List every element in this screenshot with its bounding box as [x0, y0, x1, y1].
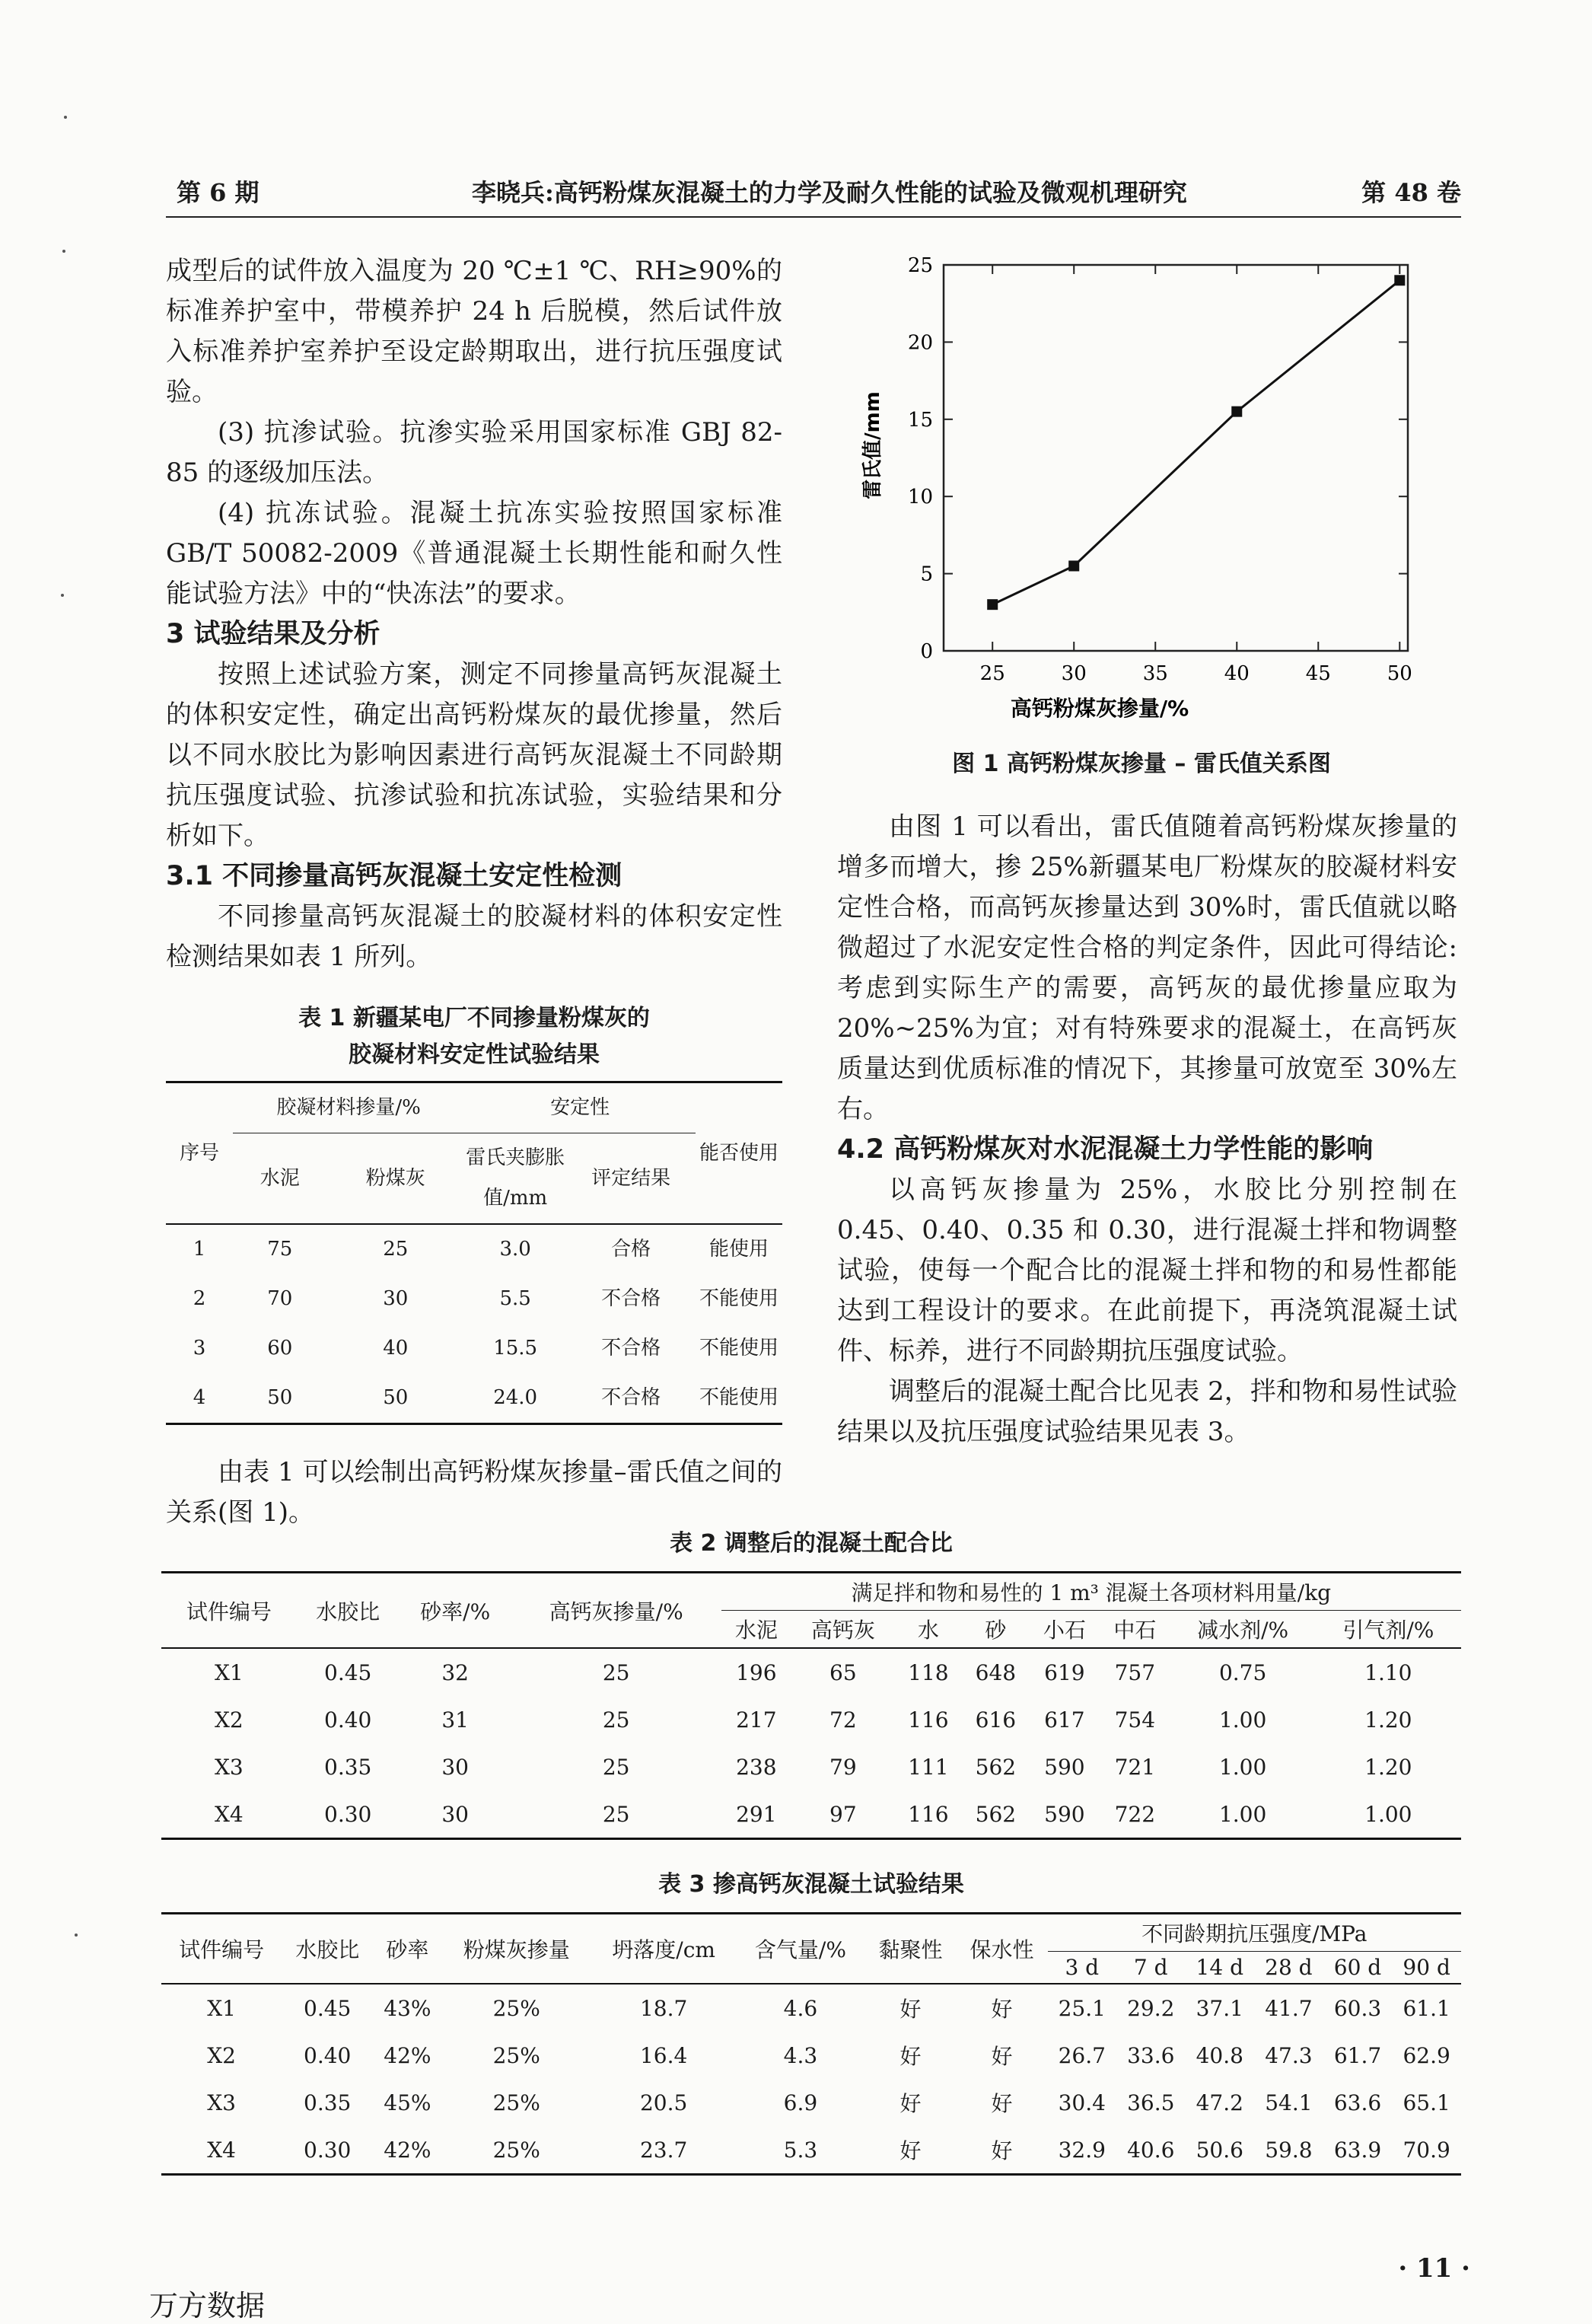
- table-cell: 18.7: [591, 1984, 736, 2032]
- y-axis-label: 雷氏值/mm: [861, 391, 884, 499]
- table-cell: 619: [1030, 1648, 1100, 1696]
- table-cell: 26.7: [1058, 2042, 1106, 2068]
- table-cell: 116: [908, 1707, 949, 1733]
- table-cell: 25.1: [1048, 1984, 1116, 2032]
- table-cell: 好: [899, 2044, 922, 2069]
- issue-number: 第 6 期: [177, 178, 259, 207]
- table-cell: 648: [962, 1648, 1030, 1696]
- table-cell: 1.00: [1218, 1754, 1267, 1780]
- table-cell: 好: [865, 1984, 957, 2032]
- y-tick-label: 10: [907, 486, 933, 509]
- table-cell: 0.45: [282, 1984, 373, 2032]
- table3-header: 含气量/%: [736, 1914, 864, 1984]
- table-cell: 25%: [442, 2126, 591, 2175]
- paragraph: 不同掺量高钙灰混凝土的胶凝材料的体积安定性检测结果如表 1 所列。: [166, 901, 782, 972]
- table-cell: 29.2: [1116, 1984, 1185, 2032]
- table3-header: 试件编号: [161, 1914, 282, 1984]
- table3-header: 粉煤灰掺量: [442, 1914, 591, 1984]
- table-cell: X4: [161, 2126, 282, 2175]
- plot-frame: [944, 265, 1408, 651]
- figure1-chart: [837, 251, 1446, 769]
- table-cell: 754: [1114, 1707, 1156, 1733]
- table-cell: 1: [166, 1224, 233, 1274]
- table1: [166, 1081, 782, 1425]
- table-cell: 0.45: [297, 1648, 400, 1696]
- table-cell: 0.35: [304, 2090, 352, 2115]
- table-cell: 61.1: [1392, 1984, 1461, 2032]
- table-cell: 好: [957, 2126, 1048, 2175]
- y-tick-label: 20: [907, 331, 933, 355]
- volume-number: 第 48 卷: [1361, 178, 1461, 207]
- table-cell: 1.20: [1364, 1707, 1412, 1733]
- table1-header: 评定结果: [591, 1166, 671, 1190]
- data-point-marker: [1231, 406, 1242, 417]
- table-cell: 不合格: [601, 1287, 661, 1310]
- table-cell: 16.4: [639, 2042, 688, 2068]
- table-cell: 1.00: [1316, 1790, 1461, 1839]
- table-row: [166, 1324, 782, 1373]
- table-cell: 25%: [492, 2090, 540, 2115]
- table-cell: 70.9: [1392, 2126, 1461, 2175]
- table-cell: 42%: [373, 2126, 441, 2175]
- table3-header: 3 d: [1065, 1955, 1100, 1980]
- table-cell: 590: [1044, 1754, 1085, 1780]
- table-cell: 50: [233, 1373, 326, 1424]
- y-tick-label: 15: [907, 408, 933, 432]
- table-cell: 4.3: [783, 2042, 818, 2068]
- table-cell: 217: [736, 1707, 777, 1733]
- table3: [161, 1912, 1461, 2176]
- paragraph: 按照上述试验方案，测定不同掺量高钙灰混凝土的体积安定性，确定出高钙粉煤灰的最优掺量，然后以不同水胶比为影响因素进行高钙灰混凝土不同龄期抗压强度试验、抗渗试验和抗冻试验，实验结果和分析如下。: [166, 659, 782, 851]
- table2-header: 引气剂/%: [1342, 1618, 1434, 1643]
- table2-header: 砂: [985, 1618, 1007, 1643]
- table-cell: 1.00: [1170, 1790, 1316, 1839]
- table-cell: 63.6: [1333, 2090, 1382, 2115]
- table-cell: 40.6: [1116, 2126, 1185, 2175]
- table-cell: 30.4: [1058, 2090, 1106, 2115]
- page-number: · 11 ·: [1398, 2253, 1470, 2284]
- table-cell: 好: [957, 1984, 1048, 2032]
- table-cell: 118: [895, 1648, 963, 1696]
- table2-header: 试件编号: [161, 1573, 297, 1649]
- section-heading: 3 试验结果及分析: [166, 619, 380, 649]
- table-cell: 不能使用: [699, 1337, 778, 1360]
- table-cell: 291: [721, 1790, 791, 1839]
- table-cell: 722: [1100, 1790, 1170, 1839]
- table-cell: 50: [326, 1373, 464, 1424]
- article-title: 李晓兵:高钙粉煤灰混凝土的力学及耐久性能的试验及微观机理研究: [472, 178, 1187, 207]
- table-cell: 42%: [384, 2042, 431, 2068]
- table-cell: 75: [233, 1224, 326, 1274]
- table-cell: 0.30: [297, 1790, 400, 1839]
- table-cell: 47.3: [1265, 2042, 1313, 2068]
- y-tick-label: 25: [907, 254, 933, 277]
- table-cell: 196: [721, 1648, 791, 1696]
- table-cell: 59.8: [1254, 2126, 1323, 2175]
- table-row: [166, 1274, 782, 1324]
- table-cell: 1.20: [1364, 1754, 1412, 1780]
- figure1-caption: 图 1 高钙粉煤灰掺量 – 雷氏值关系图: [952, 751, 1331, 777]
- paragraph: 由图 1 可以看出，雷氏值随着高钙粉煤灰掺量的增多而增大，掺 25%新疆某电厂粉煤灰的胶凝材料安定性合格，而高钙灰掺量达到 30%时，雷氏值就以略微超过了水泥安定性合格的判定条件，因此可得结论:考虑到实际生产的需要，高钙灰的最优掺量应取为 20%~25%为宜；对有特殊要求的混凝土，在高钙灰质量达到优质标准的情况下，其掺量可放宽至 30%左右。: [837, 811, 1457, 1124]
- table-cell: 5.5: [499, 1287, 531, 1310]
- data-point-marker: [1068, 560, 1079, 571]
- table-cell: 好: [865, 2126, 957, 2175]
- table3-header: 砂率: [373, 1914, 441, 1984]
- x-axis-label: 高钙粉煤灰掺量/%: [1010, 696, 1189, 721]
- table-cell: 43%: [373, 1984, 441, 2032]
- right-column: [837, 807, 1457, 1452]
- table-cell: 238: [736, 1754, 777, 1780]
- table-cell: 37.1: [1185, 1984, 1254, 2032]
- data-point-marker: [987, 599, 998, 610]
- table-cell: 30: [383, 1287, 409, 1310]
- scan-speck: [64, 116, 67, 119]
- table-row: [161, 1790, 1461, 1839]
- table-cell: 40: [383, 1337, 409, 1360]
- table2-header: 满足拌和物和易性的 1 m³ 混凝土各项材料用量/kg: [721, 1573, 1461, 1611]
- table-cell: 30: [400, 1790, 511, 1839]
- x-tick-label: 25: [979, 662, 1005, 685]
- table1-header: 水泥: [259, 1166, 300, 1190]
- table-row: [166, 1224, 782, 1274]
- table-cell: 6.9: [783, 2090, 818, 2115]
- scan-speck: [75, 1933, 78, 1937]
- table-cell: 62.9: [1403, 2042, 1450, 2068]
- table-row: [166, 1373, 782, 1424]
- table3-header: 90 d: [1403, 1955, 1450, 1980]
- table-cell: 24.0: [464, 1373, 566, 1424]
- table-cell: 不合格: [566, 1373, 696, 1424]
- table1-header: 粉煤灰: [365, 1166, 425, 1190]
- table-cell: 0.75: [1170, 1648, 1316, 1696]
- table-cell: 好: [899, 2091, 922, 2116]
- table-cell: X2: [207, 2042, 236, 2068]
- x-tick-label: 45: [1305, 662, 1331, 685]
- table2-header: 高钙灰: [810, 1618, 875, 1643]
- scan-speck: [62, 250, 65, 253]
- table-cell: 562: [962, 1790, 1030, 1839]
- running-header: [167, 174, 1461, 216]
- scan-speck: [61, 594, 64, 597]
- table-cell: 45%: [384, 2090, 431, 2115]
- source-watermark: 万方数据: [149, 2289, 266, 2322]
- table-cell: 3: [193, 1337, 206, 1360]
- x-tick-label: 35: [1142, 662, 1168, 685]
- table-cell: 32: [400, 1648, 511, 1696]
- table-cell: X1: [161, 1648, 297, 1696]
- y-tick-label: 5: [920, 563, 933, 586]
- table3-header: 水胶比: [282, 1914, 373, 1984]
- table2: [161, 1571, 1461, 1840]
- x-tick-label: 40: [1224, 662, 1250, 685]
- table-cell: 23.7: [591, 2126, 736, 2175]
- table-cell: 25: [602, 1754, 630, 1780]
- table-cell: 54.1: [1265, 2090, 1313, 2115]
- table-cell: 25: [511, 1790, 721, 1839]
- table-cell: X3: [215, 1754, 244, 1780]
- table-cell: 5.3: [736, 2126, 864, 2175]
- table-cell: 116: [895, 1790, 963, 1839]
- paragraph: 由表 1 可以绘制出高钙粉煤灰掺量–雷氏值之间的关系(图 1)。: [166, 1457, 782, 1528]
- table-cell: 25%: [442, 1984, 591, 2032]
- table-cell: 0.35: [324, 1754, 372, 1780]
- paragraph: (3) 抗渗试验。抗渗实验采用国家标准 GBJ 82-85 的逐级加压法。: [166, 417, 782, 488]
- paragraph: (4) 抗冻试验。混凝土抗冻实验按照国家标准 GB/T 50082-2009《普通混凝土长期性能和耐久性能试验方法》中的“快冻法”的要求。: [166, 498, 782, 609]
- table-cell: 25: [326, 1224, 464, 1274]
- left-column: [166, 251, 782, 1533]
- table-cell: 0.40: [304, 2042, 352, 2068]
- table-cell: 60.3: [1323, 1984, 1393, 2032]
- table-cell: 3.0: [464, 1224, 566, 1274]
- table2-header: 砂率/%: [400, 1573, 511, 1649]
- table1-caption-line2: 胶凝材料安定性试验结果: [349, 1041, 600, 1068]
- table-cell: 111: [908, 1754, 949, 1780]
- table-cell: 不能使用: [696, 1373, 782, 1424]
- table-cell: 36.5: [1127, 2090, 1175, 2115]
- table-cell: 不合格: [601, 1337, 661, 1360]
- table-row: [161, 2032, 1461, 2079]
- table-row: [161, 1743, 1461, 1790]
- table-cell: 4.6: [736, 1984, 864, 2032]
- data-point-marker: [1394, 275, 1405, 285]
- table-cell: 617: [1044, 1707, 1085, 1733]
- table-cell: 50.6: [1185, 2126, 1254, 2175]
- table-row: [161, 1696, 1461, 1743]
- paragraph: 调整后的混凝土配合比见表 2，拌和物和易性试验结果以及抗压强度试验结果见表 3。: [837, 1376, 1457, 1447]
- table-cell: 32.9: [1048, 2126, 1116, 2175]
- table2-header: 水胶比: [297, 1573, 400, 1649]
- table2-header: 高钙灰掺量/%: [511, 1573, 721, 1649]
- table-cell: 41.7: [1254, 1984, 1323, 2032]
- table3-header: 14 d: [1196, 1955, 1243, 1980]
- table-cell: 61.7: [1333, 2042, 1382, 2068]
- table-cell: 25%: [492, 2042, 540, 2068]
- subsection-heading: 4.2 高钙粉煤灰对水泥混凝土力学性能的影响: [837, 1134, 1374, 1165]
- table-cell: 能使用: [696, 1224, 782, 1274]
- table-cell: 63.9: [1323, 2126, 1393, 2175]
- table-cell: 20.5: [639, 2090, 688, 2115]
- table-cell: 4: [166, 1373, 233, 1424]
- x-tick-label: 50: [1387, 662, 1412, 685]
- table3-header: 28 d: [1265, 1955, 1313, 1980]
- table1-header: 能否使用: [696, 1082, 782, 1225]
- table-cell: 25: [602, 1707, 630, 1733]
- table-cell: 79: [829, 1754, 857, 1780]
- subsection-heading: 3.1 不同掺量高钙灰混凝土安定性检测: [166, 861, 622, 891]
- table-cell: 好: [991, 2044, 1013, 2069]
- table3-header: 7 d: [1133, 1955, 1168, 1980]
- table-row: [161, 1984, 1461, 2032]
- table-cell: 72: [829, 1707, 857, 1733]
- table-cell: 70: [267, 1287, 293, 1310]
- table2-block: [161, 1525, 1461, 1840]
- table-cell: 33.6: [1127, 2042, 1175, 2068]
- table3-header: 坍落度/cm: [591, 1914, 736, 1984]
- series-line: [992, 280, 1399, 604]
- table-cell: X3: [207, 2090, 236, 2115]
- table1-header: 安定性: [464, 1082, 696, 1133]
- table2-header: 水泥: [734, 1618, 778, 1643]
- table3-header: 黏聚性: [865, 1914, 957, 1984]
- table-cell: 60: [267, 1337, 293, 1360]
- table-cell: 好: [991, 2091, 1013, 2116]
- x-tick-label: 30: [1061, 662, 1087, 685]
- table-cell: 15.5: [493, 1337, 538, 1360]
- table-cell: 30: [441, 1754, 469, 1780]
- table-cell: 590: [1030, 1790, 1100, 1839]
- table-cell: 757: [1100, 1648, 1170, 1696]
- table-cell: 616: [975, 1707, 1017, 1733]
- table-cell: 65.1: [1403, 2090, 1450, 2115]
- y-tick-label: 0: [920, 640, 933, 663]
- header-rule: [166, 216, 1461, 218]
- table-cell: X4: [161, 1790, 297, 1839]
- table3-caption: 表 3 掺高钙灰混凝土试验结果: [658, 1871, 964, 1898]
- table3-block: [161, 1867, 1461, 2176]
- paragraph: 成型后的试件放入温度为 20 ℃±1 ℃、RH≥90%的标准养护室中，带模养护 24 h 后脱模，然后试件放入标准养护室养护至设定龄期取出，进行抗压强度试验。: [166, 256, 782, 407]
- table-cell: 0.40: [324, 1707, 372, 1733]
- paragraph: 以高钙灰掺量为 25%，水胶比分别控制在 0.45、0.40、0.35 和 0.30，进行混凝土拌和物调整试验，使每一个配合比的混凝土拌和物的和易性都能达到工程设计的要求。在此前提下，再浇筑混凝土试件、标养，进行不同龄期抗压强度试验。: [837, 1175, 1457, 1366]
- table1-caption-line1: 表 1 新疆某电厂不同掺量粉煤灰的: [298, 1005, 650, 1031]
- table-row: [161, 2079, 1461, 2126]
- table-cell: 721: [1114, 1754, 1156, 1780]
- table-cell: 65: [791, 1648, 895, 1696]
- table3-header: 60 d: [1333, 1955, 1382, 1980]
- table-cell: 40.8: [1196, 2042, 1243, 2068]
- table-cell: 1.00: [1218, 1707, 1267, 1733]
- table-cell: 1.10: [1316, 1648, 1461, 1696]
- table3-header: 保水性: [957, 1914, 1048, 1984]
- table-cell: 不能使用: [699, 1287, 778, 1310]
- table2-caption: 表 2 调整后的混凝土配合比: [670, 1530, 953, 1557]
- table-cell: 2: [193, 1287, 206, 1310]
- table-cell: 25: [511, 1648, 721, 1696]
- table1-header: 序号: [166, 1082, 233, 1225]
- table2-header: 小石: [1043, 1618, 1086, 1643]
- table2-header: 水: [917, 1618, 939, 1643]
- table3-header: 不同龄期抗压强度/MPa: [1048, 1914, 1461, 1952]
- table-cell: 0.30: [282, 2126, 373, 2175]
- table-row: [161, 1648, 1461, 1696]
- table-cell: X1: [161, 1984, 282, 2032]
- table2-header: 中石: [1113, 1618, 1157, 1643]
- table-cell: X2: [215, 1707, 244, 1733]
- table2-header: 减水剂/%: [1197, 1618, 1289, 1643]
- table-cell: 562: [975, 1754, 1017, 1780]
- table-cell: 31: [441, 1707, 469, 1733]
- table-row: [161, 2126, 1461, 2175]
- table-cell: 47.2: [1196, 2090, 1243, 2115]
- table1-header: 胶凝材料掺量/%: [233, 1082, 464, 1133]
- table1-header: 雷氏夹膨胀值/mm: [466, 1146, 565, 1210]
- table1-caption: [166, 1000, 782, 1073]
- table-cell: 合格: [566, 1224, 696, 1274]
- table-cell: 97: [791, 1790, 895, 1839]
